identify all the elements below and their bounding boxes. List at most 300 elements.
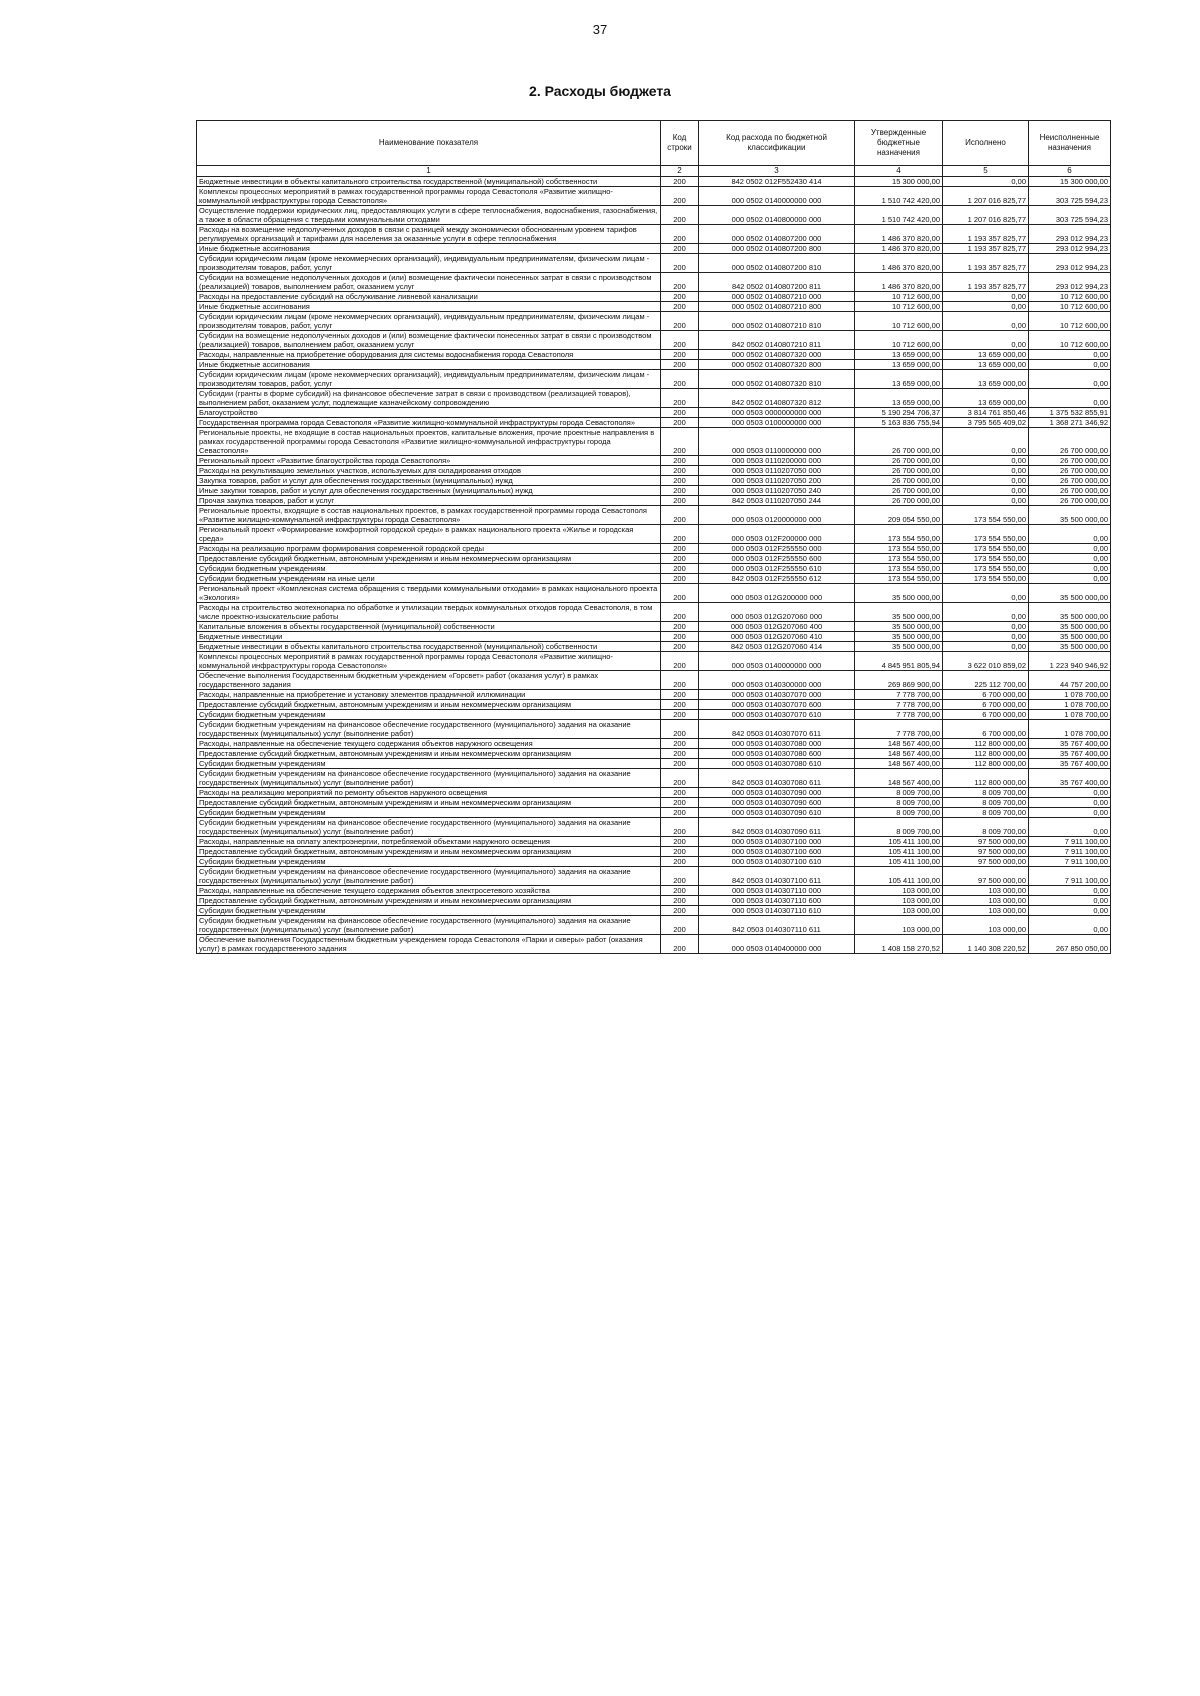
row-line-code: 200 (661, 603, 699, 622)
row-approved: 7 778 700,00 (855, 710, 943, 720)
row-unexecuted: 0,00 (1029, 818, 1111, 837)
row-line-code: 200 (661, 456, 699, 466)
row-budget-code: 000 0503 0140307070 610 (699, 710, 855, 720)
row-name: Бюджетные инвестиции в объекты капитального строительства государственной (муниципальной) собственности (197, 642, 661, 652)
row-executed: 8 009 700,00 (943, 798, 1029, 808)
row-budget-code: 000 0503 012G200000 000 (699, 584, 855, 603)
row-approved: 26 700 000,00 (855, 456, 943, 466)
row-unexecuted: 35 767 400,00 (1029, 749, 1111, 759)
row-name: Региональный проект «Комплексная система обращения с твердыми коммунальными отходами» в рамках национального проекта «Экология» (197, 584, 661, 603)
row-name: Субсидии юридическим лицам (кроме некоммерческих организаций), индивидуальным предпринимателям, физическим лицам - производителям товаров, работ, услуг (197, 312, 661, 331)
row-unexecuted: 44 757 200,00 (1029, 671, 1111, 690)
row-line-code: 200 (661, 302, 699, 312)
row-unexecuted: 10 712 600,00 (1029, 292, 1111, 302)
row-budget-code: 000 0503 0110200000 000 (699, 456, 855, 466)
row-name: Расходы, направленные на приобретение оборудования для системы водоснабжения города Севастополя (197, 350, 661, 360)
row-name: Расходы, направленные на обеспечение текущего содержания объектов электросетевого хозяйства (197, 886, 661, 896)
row-budget-code: 842 0503 0110207050 244 (699, 496, 855, 506)
row-budget-code: 000 0503 0140307090 000 (699, 788, 855, 798)
row-executed: 0,00 (943, 476, 1029, 486)
row-budget-code: 000 0503 012F255550 610 (699, 564, 855, 574)
table-row (197, 788, 1111, 798)
row-unexecuted: 293 012 994,23 (1029, 244, 1111, 254)
row-budget-code: 000 0503 0120000000 000 (699, 506, 855, 525)
table-row (197, 302, 1111, 312)
row-approved: 173 554 550,00 (855, 554, 943, 564)
row-name: Иные закупки товаров, работ и услуг для обеспечения государственных (муниципальных) нужд (197, 486, 661, 496)
table-row (197, 847, 1111, 857)
column-number: 3 (699, 166, 855, 177)
table-row (197, 254, 1111, 273)
row-name: Субсидии бюджетным учреждениям на финансовое обеспечение государственного (муниципального) задания на оказание государственных (муниципальных) услуг (выполнение работ) (197, 769, 661, 788)
row-budget-code: 000 0503 0140300000 000 (699, 671, 855, 690)
row-budget-code: 000 0502 0140807320 810 (699, 370, 855, 389)
row-executed: 225 112 700,00 (943, 671, 1029, 690)
row-executed: 6 700 000,00 (943, 690, 1029, 700)
row-unexecuted: 7 911 100,00 (1029, 867, 1111, 886)
row-unexecuted: 1 078 700,00 (1029, 690, 1111, 700)
row-unexecuted: 293 012 994,23 (1029, 254, 1111, 273)
row-name: Региональный проект «Развитие благоустройства города Севастополя» (197, 456, 661, 466)
row-line-code: 200 (661, 622, 699, 632)
row-executed: 1 193 357 825,77 (943, 244, 1029, 254)
column-number: 2 (661, 166, 699, 177)
row-budget-code: 842 0503 012G207060 414 (699, 642, 855, 652)
row-unexecuted: 1 078 700,00 (1029, 700, 1111, 710)
row-budget-code: 000 0502 0140807200 800 (699, 244, 855, 254)
row-name: Расходы, направленные на обеспечение текущего содержания объектов наружного освещения (197, 739, 661, 749)
row-name: Субсидии бюджетным учреждениям на финансовое обеспечение государственного (муниципального) задания на оказание государственных (муниципальных) услуг (выполнение работ) (197, 720, 661, 739)
table-row (197, 544, 1111, 554)
row-executed: 3 814 761 850,46 (943, 408, 1029, 418)
table-row (197, 370, 1111, 389)
row-line-code: 200 (661, 759, 699, 769)
row-budget-code: 000 0502 0140807210 000 (699, 292, 855, 302)
row-approved: 8 009 700,00 (855, 808, 943, 818)
row-line-code: 200 (661, 554, 699, 564)
row-budget-code: 842 0503 012F255550 612 (699, 574, 855, 584)
row-executed: 97 500 000,00 (943, 857, 1029, 867)
row-name: Комплексы процессных мероприятий в рамках государственной программы города Севастополя «Развитие жилищно-коммунальной инфраструктуры города Севастополя» (197, 652, 661, 671)
row-name: Субсидии бюджетным учреждениям (197, 759, 661, 769)
row-budget-code: 842 0503 0140307100 611 (699, 867, 855, 886)
row-approved: 1 486 370 820,00 (855, 225, 943, 244)
row-budget-code: 000 0503 0140400000 000 (699, 935, 855, 954)
table-row (197, 187, 1111, 206)
table-row (197, 818, 1111, 837)
row-executed: 6 700 000,00 (943, 700, 1029, 710)
row-name: Субсидии бюджетным учреждениям (197, 857, 661, 867)
row-executed: 97 500 000,00 (943, 837, 1029, 847)
row-line-code: 200 (661, 206, 699, 225)
row-unexecuted: 303 725 594,23 (1029, 187, 1111, 206)
row-budget-code: 842 0502 0140807210 811 (699, 331, 855, 350)
table-row (197, 749, 1111, 759)
row-approved: 35 500 000,00 (855, 603, 943, 622)
row-executed: 0,00 (943, 603, 1029, 622)
row-line-code: 200 (661, 769, 699, 788)
row-line-code: 200 (661, 428, 699, 456)
row-budget-code: 000 0503 012G207060 000 (699, 603, 855, 622)
row-approved: 148 567 400,00 (855, 749, 943, 759)
row-unexecuted: 1 078 700,00 (1029, 720, 1111, 739)
row-name: Осуществление поддержки юридических лиц, предоставляющих услуги в сфере теплоснабжения, водоснабжения, газоснабжения, а также в области обращения с твердыми коммунальными отходами (197, 206, 661, 225)
row-budget-code: 000 0503 0140307090 600 (699, 798, 855, 808)
row-executed: 0,00 (943, 466, 1029, 476)
column-number: 1 (197, 166, 661, 177)
row-name: Субсидии (гранты в форме субсидий) на финансовое обеспечение затрат в связи с производством (реализацией товаров), выполнением работ, оказанием услуг, подлежащие казначейскому сопровождению (197, 389, 661, 408)
table-row (197, 554, 1111, 564)
table-row (197, 671, 1111, 690)
row-budget-code: 000 0503 0140307100 600 (699, 847, 855, 857)
row-line-code: 200 (661, 857, 699, 867)
row-budget-code: 000 0503 012G207060 400 (699, 622, 855, 632)
row-unexecuted: 1 078 700,00 (1029, 710, 1111, 720)
row-name: Благоустройство (197, 408, 661, 418)
row-unexecuted: 35 767 400,00 (1029, 739, 1111, 749)
row-unexecuted: 35 500 000,00 (1029, 603, 1111, 622)
row-executed: 173 554 550,00 (943, 506, 1029, 525)
row-name: Расходы, направленные на оплату электроэнергии, потребляемой объектами наружного освещения (197, 837, 661, 847)
table-row (197, 177, 1111, 187)
row-executed: 0,00 (943, 428, 1029, 456)
row-line-code: 200 (661, 896, 699, 906)
row-approved: 1 486 370 820,00 (855, 273, 943, 292)
row-executed: 173 554 550,00 (943, 554, 1029, 564)
row-executed: 0,00 (943, 312, 1029, 331)
row-unexecuted: 35 767 400,00 (1029, 759, 1111, 769)
row-line-code: 200 (661, 574, 699, 584)
row-name: Обеспечение выполнения Государственным бюджетным учреждением города Севастополя «Парки и скверы» работ (оказания услуг) в рамках государственного задания (197, 935, 661, 954)
header-executed: Исполнено (943, 121, 1029, 166)
row-unexecuted: 10 712 600,00 (1029, 331, 1111, 350)
row-approved: 148 567 400,00 (855, 759, 943, 769)
table-row (197, 389, 1111, 408)
row-executed: 1 193 357 825,77 (943, 254, 1029, 273)
row-budget-code: 000 0503 0140307100 000 (699, 837, 855, 847)
row-line-code: 200 (661, 360, 699, 370)
row-unexecuted: 10 712 600,00 (1029, 312, 1111, 331)
row-budget-code: 000 0503 0140307110 600 (699, 896, 855, 906)
row-budget-code: 000 0503 0140307080 000 (699, 739, 855, 749)
row-executed: 112 800 000,00 (943, 759, 1029, 769)
row-name: Обеспечение выполнения Государственным бюджетным учреждением «Горсвет» работ (оказания услуг) в рамках государственного задания (197, 671, 661, 690)
row-executed: 6 700 000,00 (943, 720, 1029, 739)
row-budget-code: 000 0503 012F255550 600 (699, 554, 855, 564)
row-unexecuted: 10 712 600,00 (1029, 302, 1111, 312)
row-name: Предоставление субсидий бюджетным, автономным учреждениям и иным некоммерческим организациям (197, 749, 661, 759)
row-budget-code: 000 0503 0100000000 000 (699, 418, 855, 428)
row-executed: 173 554 550,00 (943, 525, 1029, 544)
row-approved: 10 712 600,00 (855, 312, 943, 331)
row-approved: 5 163 836 755,94 (855, 418, 943, 428)
row-unexecuted: 0,00 (1029, 788, 1111, 798)
row-budget-code: 842 0502 0140807320 812 (699, 389, 855, 408)
table-row (197, 642, 1111, 652)
row-line-code: 200 (661, 370, 699, 389)
row-unexecuted: 35 767 400,00 (1029, 769, 1111, 788)
row-name: Субсидии бюджетным учреждениям (197, 808, 661, 818)
row-name: Бюджетные инвестиции (197, 632, 661, 642)
row-budget-code: 000 0503 0140307110 610 (699, 906, 855, 916)
row-approved: 4 845 951 805,94 (855, 652, 943, 671)
row-line-code: 200 (661, 273, 699, 292)
row-approved: 26 700 000,00 (855, 466, 943, 476)
row-line-code: 200 (661, 837, 699, 847)
row-approved: 13 659 000,00 (855, 389, 943, 408)
row-approved: 8 009 700,00 (855, 798, 943, 808)
row-approved: 173 554 550,00 (855, 544, 943, 554)
row-unexecuted: 0,00 (1029, 896, 1111, 906)
row-approved: 209 054 550,00 (855, 506, 943, 525)
table-row (197, 798, 1111, 808)
row-executed: 3 795 565 409,02 (943, 418, 1029, 428)
row-executed: 13 659 000,00 (943, 389, 1029, 408)
row-unexecuted: 0,00 (1029, 886, 1111, 896)
row-executed: 1 140 308 220,52 (943, 935, 1029, 954)
row-name: Государственная программа города Севастополя «Развитие жилищно-коммунальной инфраструктуры города Севастополя» (197, 418, 661, 428)
row-unexecuted: 35 500 000,00 (1029, 506, 1111, 525)
row-budget-code: 842 0503 0140307090 611 (699, 818, 855, 837)
table-row (197, 428, 1111, 456)
row-unexecuted: 1 375 532 855,91 (1029, 408, 1111, 418)
row-name: Субсидии бюджетным учреждениям на финансовое обеспечение государственного (муниципального) задания на оказание государственных (муниципальных) услуг (выполнение работ) (197, 818, 661, 837)
row-executed: 112 800 000,00 (943, 739, 1029, 749)
row-line-code: 200 (661, 788, 699, 798)
table-row (197, 700, 1111, 710)
row-name: Субсидии бюджетным учреждениям (197, 710, 661, 720)
row-line-code: 200 (661, 177, 699, 187)
row-unexecuted: 267 850 050,00 (1029, 935, 1111, 954)
row-name: Предоставление субсидий бюджетным, автономным учреждениям и иным некоммерческим организациям (197, 896, 661, 906)
table-header-row (197, 121, 1111, 166)
row-executed: 3 622 010 859,02 (943, 652, 1029, 671)
row-unexecuted: 0,00 (1029, 525, 1111, 544)
row-name: Расходы на реализацию мероприятий по ремонту объектов наружного освещения (197, 788, 661, 798)
row-name: Предоставление субсидий бюджетным, автономным учреждениям и иным некоммерческим организациям (197, 554, 661, 564)
row-budget-code: 000 0503 012G207060 410 (699, 632, 855, 642)
table-row (197, 857, 1111, 867)
row-line-code: 200 (661, 418, 699, 428)
row-budget-code: 000 0502 0140807200 000 (699, 225, 855, 244)
row-unexecuted: 0,00 (1029, 564, 1111, 574)
row-approved: 1 510 742 420,00 (855, 187, 943, 206)
budget-expenses-table (196, 120, 1111, 954)
row-approved: 26 700 000,00 (855, 486, 943, 496)
row-line-code: 200 (661, 244, 699, 254)
row-executed: 13 659 000,00 (943, 350, 1029, 360)
row-unexecuted: 7 911 100,00 (1029, 847, 1111, 857)
row-budget-code: 000 0503 0140000000 000 (699, 652, 855, 671)
row-executed: 103 000,00 (943, 896, 1029, 906)
table-row (197, 466, 1111, 476)
row-budget-code: 000 0503 0140307080 600 (699, 749, 855, 759)
row-unexecuted: 0,00 (1029, 808, 1111, 818)
row-executed: 0,00 (943, 177, 1029, 187)
row-unexecuted: 26 700 000,00 (1029, 428, 1111, 456)
row-name: Региональные проекты, входящие в состав национальных проектов, в рамках государственной программы города Севастополя «Развитие жилищно-коммунальной инфраструктуры города Севастополя» (197, 506, 661, 525)
row-line-code: 200 (661, 331, 699, 350)
row-name: Субсидии бюджетным учреждениям на иные цели (197, 574, 661, 584)
table-row (197, 496, 1111, 506)
column-number: 4 (855, 166, 943, 177)
table-row (197, 935, 1111, 954)
row-name: Предоставление субсидий бюджетным, автономным учреждениям и иным некоммерческим организациям (197, 700, 661, 710)
row-unexecuted: 293 012 994,23 (1029, 273, 1111, 292)
row-name: Расходы на строительство экотехнопарка по обработке и утилизации твердых коммунальных отходов города Севастополя, в том числе проектно-изыскательские работы (197, 603, 661, 622)
row-approved: 26 700 000,00 (855, 496, 943, 506)
row-approved: 103 000,00 (855, 906, 943, 916)
row-approved: 35 500 000,00 (855, 622, 943, 632)
row-unexecuted: 26 700 000,00 (1029, 476, 1111, 486)
header-budget-classification-code: Код расхода по бюджетной классификации (699, 121, 855, 166)
row-line-code: 200 (661, 808, 699, 818)
row-executed: 112 800 000,00 (943, 769, 1029, 788)
row-unexecuted: 0,00 (1029, 389, 1111, 408)
row-budget-code: 000 0502 0140807210 810 (699, 312, 855, 331)
table-row (197, 690, 1111, 700)
row-line-code: 200 (661, 886, 699, 896)
table-row (197, 652, 1111, 671)
row-executed: 173 554 550,00 (943, 544, 1029, 554)
row-approved: 13 659 000,00 (855, 350, 943, 360)
row-line-code: 200 (661, 408, 699, 418)
row-line-code: 200 (661, 525, 699, 544)
row-executed: 0,00 (943, 456, 1029, 466)
row-line-code: 200 (661, 506, 699, 525)
row-approved: 105 411 100,00 (855, 837, 943, 847)
row-executed: 0,00 (943, 642, 1029, 652)
row-budget-code: 000 0503 0140307080 610 (699, 759, 855, 769)
table-row (197, 525, 1111, 544)
table-row (197, 418, 1111, 428)
row-unexecuted: 0,00 (1029, 370, 1111, 389)
row-name: Предоставление субсидий бюджетным, автономным учреждениям и иным некоммерческим организациям (197, 798, 661, 808)
row-budget-code: 842 0503 0140307080 611 (699, 769, 855, 788)
row-executed: 1 207 016 825,77 (943, 206, 1029, 225)
row-executed: 6 700 000,00 (943, 710, 1029, 720)
row-unexecuted: 26 700 000,00 (1029, 486, 1111, 496)
column-number-row (197, 166, 1111, 177)
row-executed: 173 554 550,00 (943, 574, 1029, 584)
table-row (197, 603, 1111, 622)
row-approved: 269 869 900,00 (855, 671, 943, 690)
row-name: Расходы на рекультивацию земельных участков, используемых для складирования отходов (197, 466, 661, 476)
table-row (197, 867, 1111, 886)
row-line-code: 200 (661, 642, 699, 652)
row-executed: 13 659 000,00 (943, 360, 1029, 370)
row-line-code: 200 (661, 496, 699, 506)
table-row (197, 456, 1111, 466)
row-line-code: 200 (661, 700, 699, 710)
table-row (197, 350, 1111, 360)
row-approved: 148 567 400,00 (855, 739, 943, 749)
row-unexecuted: 15 300 000,00 (1029, 177, 1111, 187)
row-approved: 173 554 550,00 (855, 574, 943, 584)
row-executed: 0,00 (943, 302, 1029, 312)
row-approved: 7 778 700,00 (855, 690, 943, 700)
row-executed: 8 009 700,00 (943, 788, 1029, 798)
row-budget-code: 000 0503 0110207050 200 (699, 476, 855, 486)
row-executed: 103 000,00 (943, 916, 1029, 935)
row-budget-code: 000 0503 0110207050 240 (699, 486, 855, 496)
table-row (197, 808, 1111, 818)
row-unexecuted: 1 368 271 346,92 (1029, 418, 1111, 428)
row-unexecuted: 0,00 (1029, 574, 1111, 584)
row-budget-code: 842 0502 012F552430 414 (699, 177, 855, 187)
row-budget-code: 000 0502 0140807210 800 (699, 302, 855, 312)
row-budget-code: 000 0503 012F200000 000 (699, 525, 855, 544)
row-executed: 103 000,00 (943, 886, 1029, 896)
row-approved: 148 567 400,00 (855, 769, 943, 788)
row-approved: 35 500 000,00 (855, 642, 943, 652)
row-approved: 13 659 000,00 (855, 360, 943, 370)
row-executed: 173 554 550,00 (943, 564, 1029, 574)
row-approved: 103 000,00 (855, 896, 943, 906)
row-name: Комплексы процессных мероприятий в рамках государственной программы города Севастополя «Развитие жилищно-коммунальной инфраструктуры города Севастополя» (197, 187, 661, 206)
row-line-code: 200 (661, 671, 699, 690)
row-budget-code: 000 0503 012F255550 000 (699, 544, 855, 554)
row-executed: 0,00 (943, 584, 1029, 603)
row-approved: 8 009 700,00 (855, 818, 943, 837)
row-name: Субсидии бюджетным учреждениям на финансовое обеспечение государственного (муниципального) задания на оказание государственных (муниципальных) услуг (выполнение работ) (197, 867, 661, 886)
row-approved: 15 300 000,00 (855, 177, 943, 187)
row-approved: 5 190 294 706,37 (855, 408, 943, 418)
row-line-code: 200 (661, 476, 699, 486)
row-line-code: 200 (661, 916, 699, 935)
row-approved: 10 712 600,00 (855, 302, 943, 312)
row-executed: 8 009 700,00 (943, 808, 1029, 818)
row-executed: 0,00 (943, 486, 1029, 496)
row-name: Региональный проект «Формирование комфортной городской среды» в рамках национального проекта «Жилье и городская среда» (197, 525, 661, 544)
table-row (197, 574, 1111, 584)
row-unexecuted: 35 500 000,00 (1029, 642, 1111, 652)
row-approved: 103 000,00 (855, 886, 943, 896)
row-line-code: 200 (661, 739, 699, 749)
row-line-code: 200 (661, 292, 699, 302)
row-line-code: 200 (661, 254, 699, 273)
row-budget-code: 000 0503 0140307070 000 (699, 690, 855, 700)
table-row (197, 622, 1111, 632)
row-budget-code: 000 0503 0140307070 600 (699, 700, 855, 710)
row-executed: 8 009 700,00 (943, 818, 1029, 837)
row-unexecuted: 1 223 940 946,92 (1029, 652, 1111, 671)
table-row (197, 837, 1111, 847)
header-indicator-name: Наименование показателя (197, 121, 661, 166)
header-line-code: Код строки (661, 121, 699, 166)
table-row (197, 244, 1111, 254)
row-line-code: 200 (661, 690, 699, 700)
row-approved: 10 712 600,00 (855, 331, 943, 350)
table-row (197, 916, 1111, 935)
row-executed: 1 193 357 825,77 (943, 225, 1029, 244)
table-row (197, 486, 1111, 496)
row-approved: 103 000,00 (855, 916, 943, 935)
row-unexecuted: 35 500 000,00 (1029, 632, 1111, 642)
row-approved: 7 778 700,00 (855, 720, 943, 739)
table-row (197, 906, 1111, 916)
column-number: 5 (943, 166, 1029, 177)
row-line-code: 200 (661, 847, 699, 857)
row-executed: 0,00 (943, 622, 1029, 632)
table-row (197, 506, 1111, 525)
row-approved: 10 712 600,00 (855, 292, 943, 302)
row-name: Расходы на реализацию программ формирования современной городской среды (197, 544, 661, 554)
row-name: Иные бюджетные ассигнования (197, 244, 661, 254)
row-line-code: 200 (661, 466, 699, 476)
row-name: Региональные проекты, не входящие в состав национальных проектов, капитальные вложения, прочие проектные направления в рамках государственной программы города Севастополя «Развитие жилищно-коммунальной инфраструктуры города Севастополя» (197, 428, 661, 456)
row-approved: 8 009 700,00 (855, 788, 943, 798)
